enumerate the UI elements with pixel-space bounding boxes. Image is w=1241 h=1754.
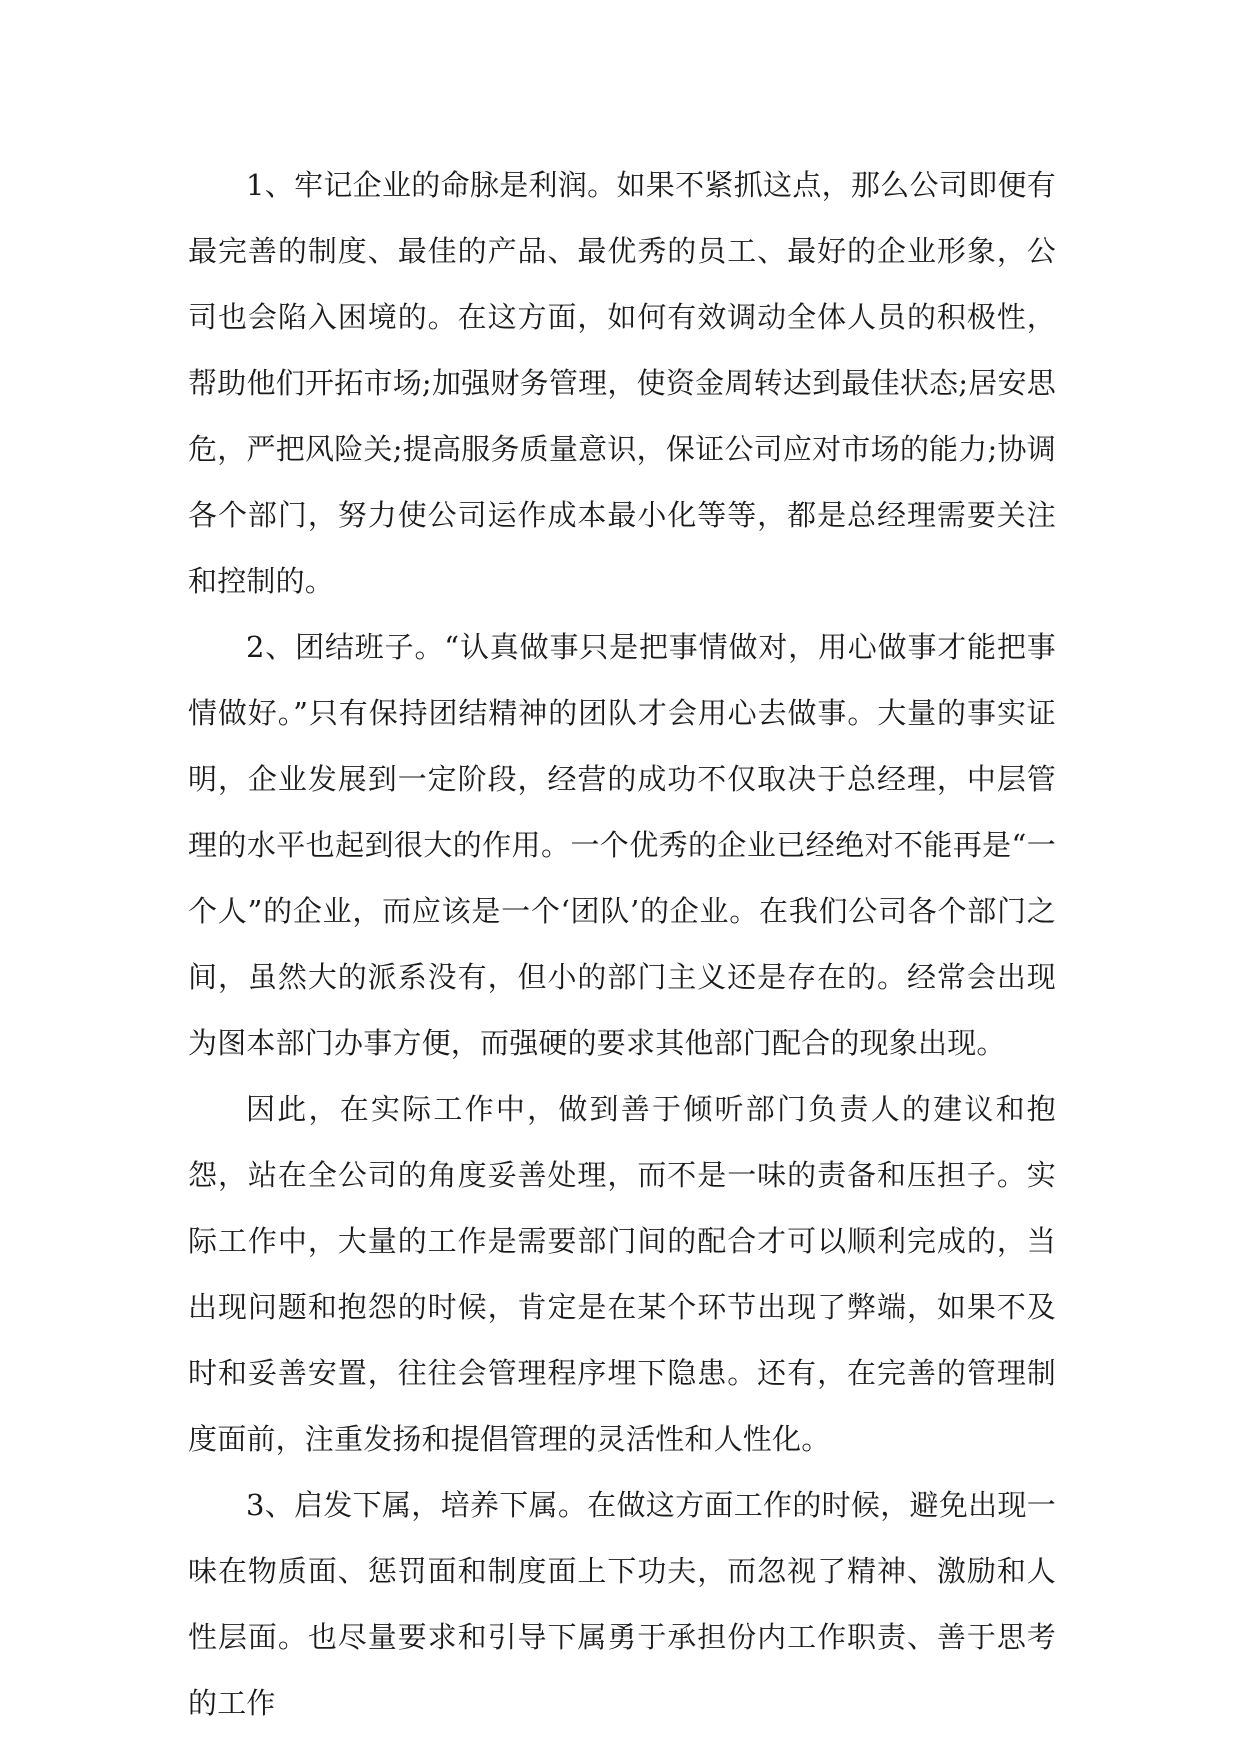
- document-body: [188, 152, 1056, 1736]
- paragraph-practical-work: 因此，在实际工作中，做到善于倾听部门负责人的建议和抱怨，站在全公司的角度妥善处理，而不是一味的责备和压担子。实际工作中，大量的工作是需要部门间的配合才可以顺利完成的，当出现问题和抱怨的时候，肯定是在某个环节出现了弊端，如果不及时和妥善安置，往往会管理程序埋下隐患。还有，在完善的管理制度面前，注重发扬和提倡管理的灵活性和人性化。: [188, 1092, 1056, 1456]
- paragraph-team-unity: 2、团结班子。“认真做事只是把事情做对，用心做事才能把事情做好。”只有保持团结精神的团队才会用心去做事。大量的事实证明，企业发展到一定阶段，经营的成功不仅取决于总经理，中层管理的水平也起到很大的作用。一个优秀的企业已经绝对不能再是“一个人”的企业，而应该是一个‘团队’的企业。在我们公司各个部门之间，虽然大的派系没有，但小的部门主义还是存在的。经常会出现为图本部门办事方便，而强硬的要求其他部门配合的现象出现。: [188, 630, 1056, 1060]
- paragraph-inspire-subordinates: 3、启发下属，培养下属。在做这方面工作的时候，避免出现一味在物质面、惩罚面和制度面上下功夫，而忽视了精神、激励和人性层面。也尽量要求和引导下属勇于承担份内工作职责、善于思考的工作: [188, 1488, 1056, 1720]
- paragraph-profit: 1、牢记企业的命脉是利润。如果不紧抓这点，那么公司即便有最完善的制度、最佳的产品、最优秀的员工、最好的企业形象，公司也会陷入困境的。在这方面，如何有效调动全体人员的积极性，帮助他们开拓市场;加强财务管理，使资金周转达到最佳状态;居安思危，严把风险关;提高服务质量意识，保证公司应对市场的能力;协调各个部门，努力使公司运作成本最小化等等，都是总经理需要关注和控制的。: [188, 168, 1056, 598]
